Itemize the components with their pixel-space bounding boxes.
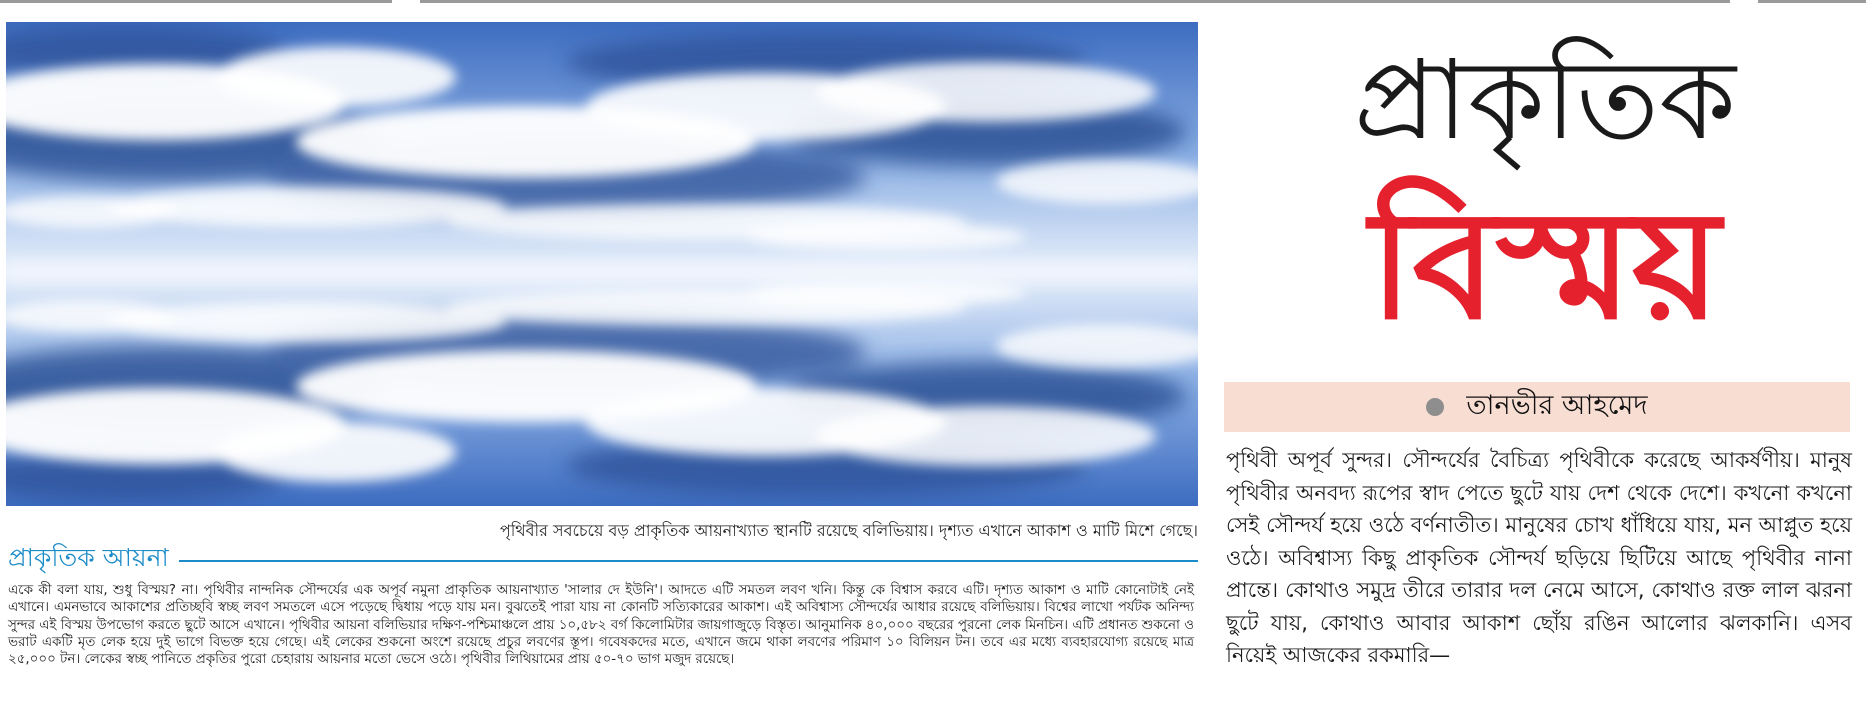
headline-line-2: বিস্ময় [1369,177,1721,353]
sky-reflection-photo [6,22,1198,506]
side-article-heading [8,542,1198,576]
top-rule-left [0,0,392,3]
photo-caption: পৃথিবীর সবচেয়ে বড় প্রাকৃতিক আয়নাখ্যাত স্থানটি রয়েছে বলিভিয়ায়। দৃশ্যত এখানে আকাশ ও মাটি মিশে গেছে। [499,521,1198,540]
side-article-body: একে কী বলা যায়, শুধু বিস্ময়? না। পৃথিবীর নান্দনিক সৌন্দর্যের এক অপূর্ব নমুনা প্রাকৃতিক আয়নাখ্যাত 'সালার দে ইউনি'। আদতে এটি সমতল লবণ খনি। কিন্তু কে বিশ্বাস করবে এটি। দৃশ্যত আকাশ ও মাটি কোনোটাই নেই এখানে। এমনভাবে আকাশের প্রতিচ্ছবি স্বচ্ছ লবণ সমতলে এসে পড়েছে দ্বিধায় পড়ে যায় মন। বুঝতেই পারা যায় না কোনটি সত্যিকারের আকাশ। এই অবিশ্বাস্য সৌন্দর্যের আধার রয়েছে বলিভিয়ায়। বিশ্বের লাখো পর্যটক অনিন্দ্য সুন্দর এই বিস্ময় উপভোগ করতে ছুটে আসে এখানে। পৃথিবীর আয়না বলিভিয়ার দক্ষিণ-পশ্চিমাঞ্চলে প্রায় ১০,৫৮২ বর্গ কিলোমিটার জায়গাজুড়ে বিস্তৃত। আনুমানিক ৪০,০০০ বছরের পুরনো লেক মিনচিন। এটি প্রধানত শুকনো ও ভরাট একটি মৃত লেক হয়ে দুই ভাগে বিভক্ত হয়ে গেছে। এই লেকের শুকনো অংশে রয়েছে প্রচুর লবণের স্তূপ। গবেষকদের মতে, এখানে জমে থাকা লবণের পরিমাণ ১০ বিলিয়ন টন। তবে এর মধ্যে ব্যবহারযোগ্য রয়েছে মাত্র ২৫,০০০ টন। লেকের স্বচ্ছ পানিতে প্রকৃতির পুরো চেহারায় আয়নার মতো ভেসে ওঠে। পৃথিবীর লিথিয়ামের প্রায় ৫০-৭০ ভাগ মজুদ রয়েছে। [8,583,1195,668]
byline-bar [1224,382,1850,432]
gray-dot-icon [1426,398,1444,416]
top-rule-center [420,0,1730,3]
intro-paragraph: পৃথিবী অপূর্ব সুন্দর। সৌন্দর্যের বৈচিত্র্য পৃথিবীকে করেছে আকর্ষণীয়। মানুষ পৃথিবীর অনবদ্য রূপের স্বাদ পেতে ছুটে যায় দেশ থেকে দেশে। কখনো কখনো সেই সৌন্দর্য হয়ে ওঠে বর্ণনাতীত। মানুষের চোখ ধাঁধিয়ে যায়, মন আপ্লুত হয়ে ওঠে। অবিশ্বাস্য কিছু প্রাকৃতিক সৌন্দর্য ছড়িয়ে ছিটিয়ে আছে পৃথিবীর নানা প্রান্তে। কোথাও সমুদ্র তীরে তারার দল নেমে আসে, কোথাও রক্ত লাল ঝরনা ছুটে যায়, কোথাও আবার আকাশ ছোঁয় রঙিন আলোর ঝলকানি। এসব নিয়েই আজকের রকমারি— [1226,448,1852,667]
photo-graphic [6,22,1198,506]
side-article-rule [179,560,1198,562]
top-rule-right [1758,0,1866,3]
headline-line-1: প্রাকৃতিক [1354,36,1736,164]
author-name: তানভীর আহমেদ [1466,389,1648,421]
side-article-title: প্রাকৃতিক আয়না [8,542,169,572]
